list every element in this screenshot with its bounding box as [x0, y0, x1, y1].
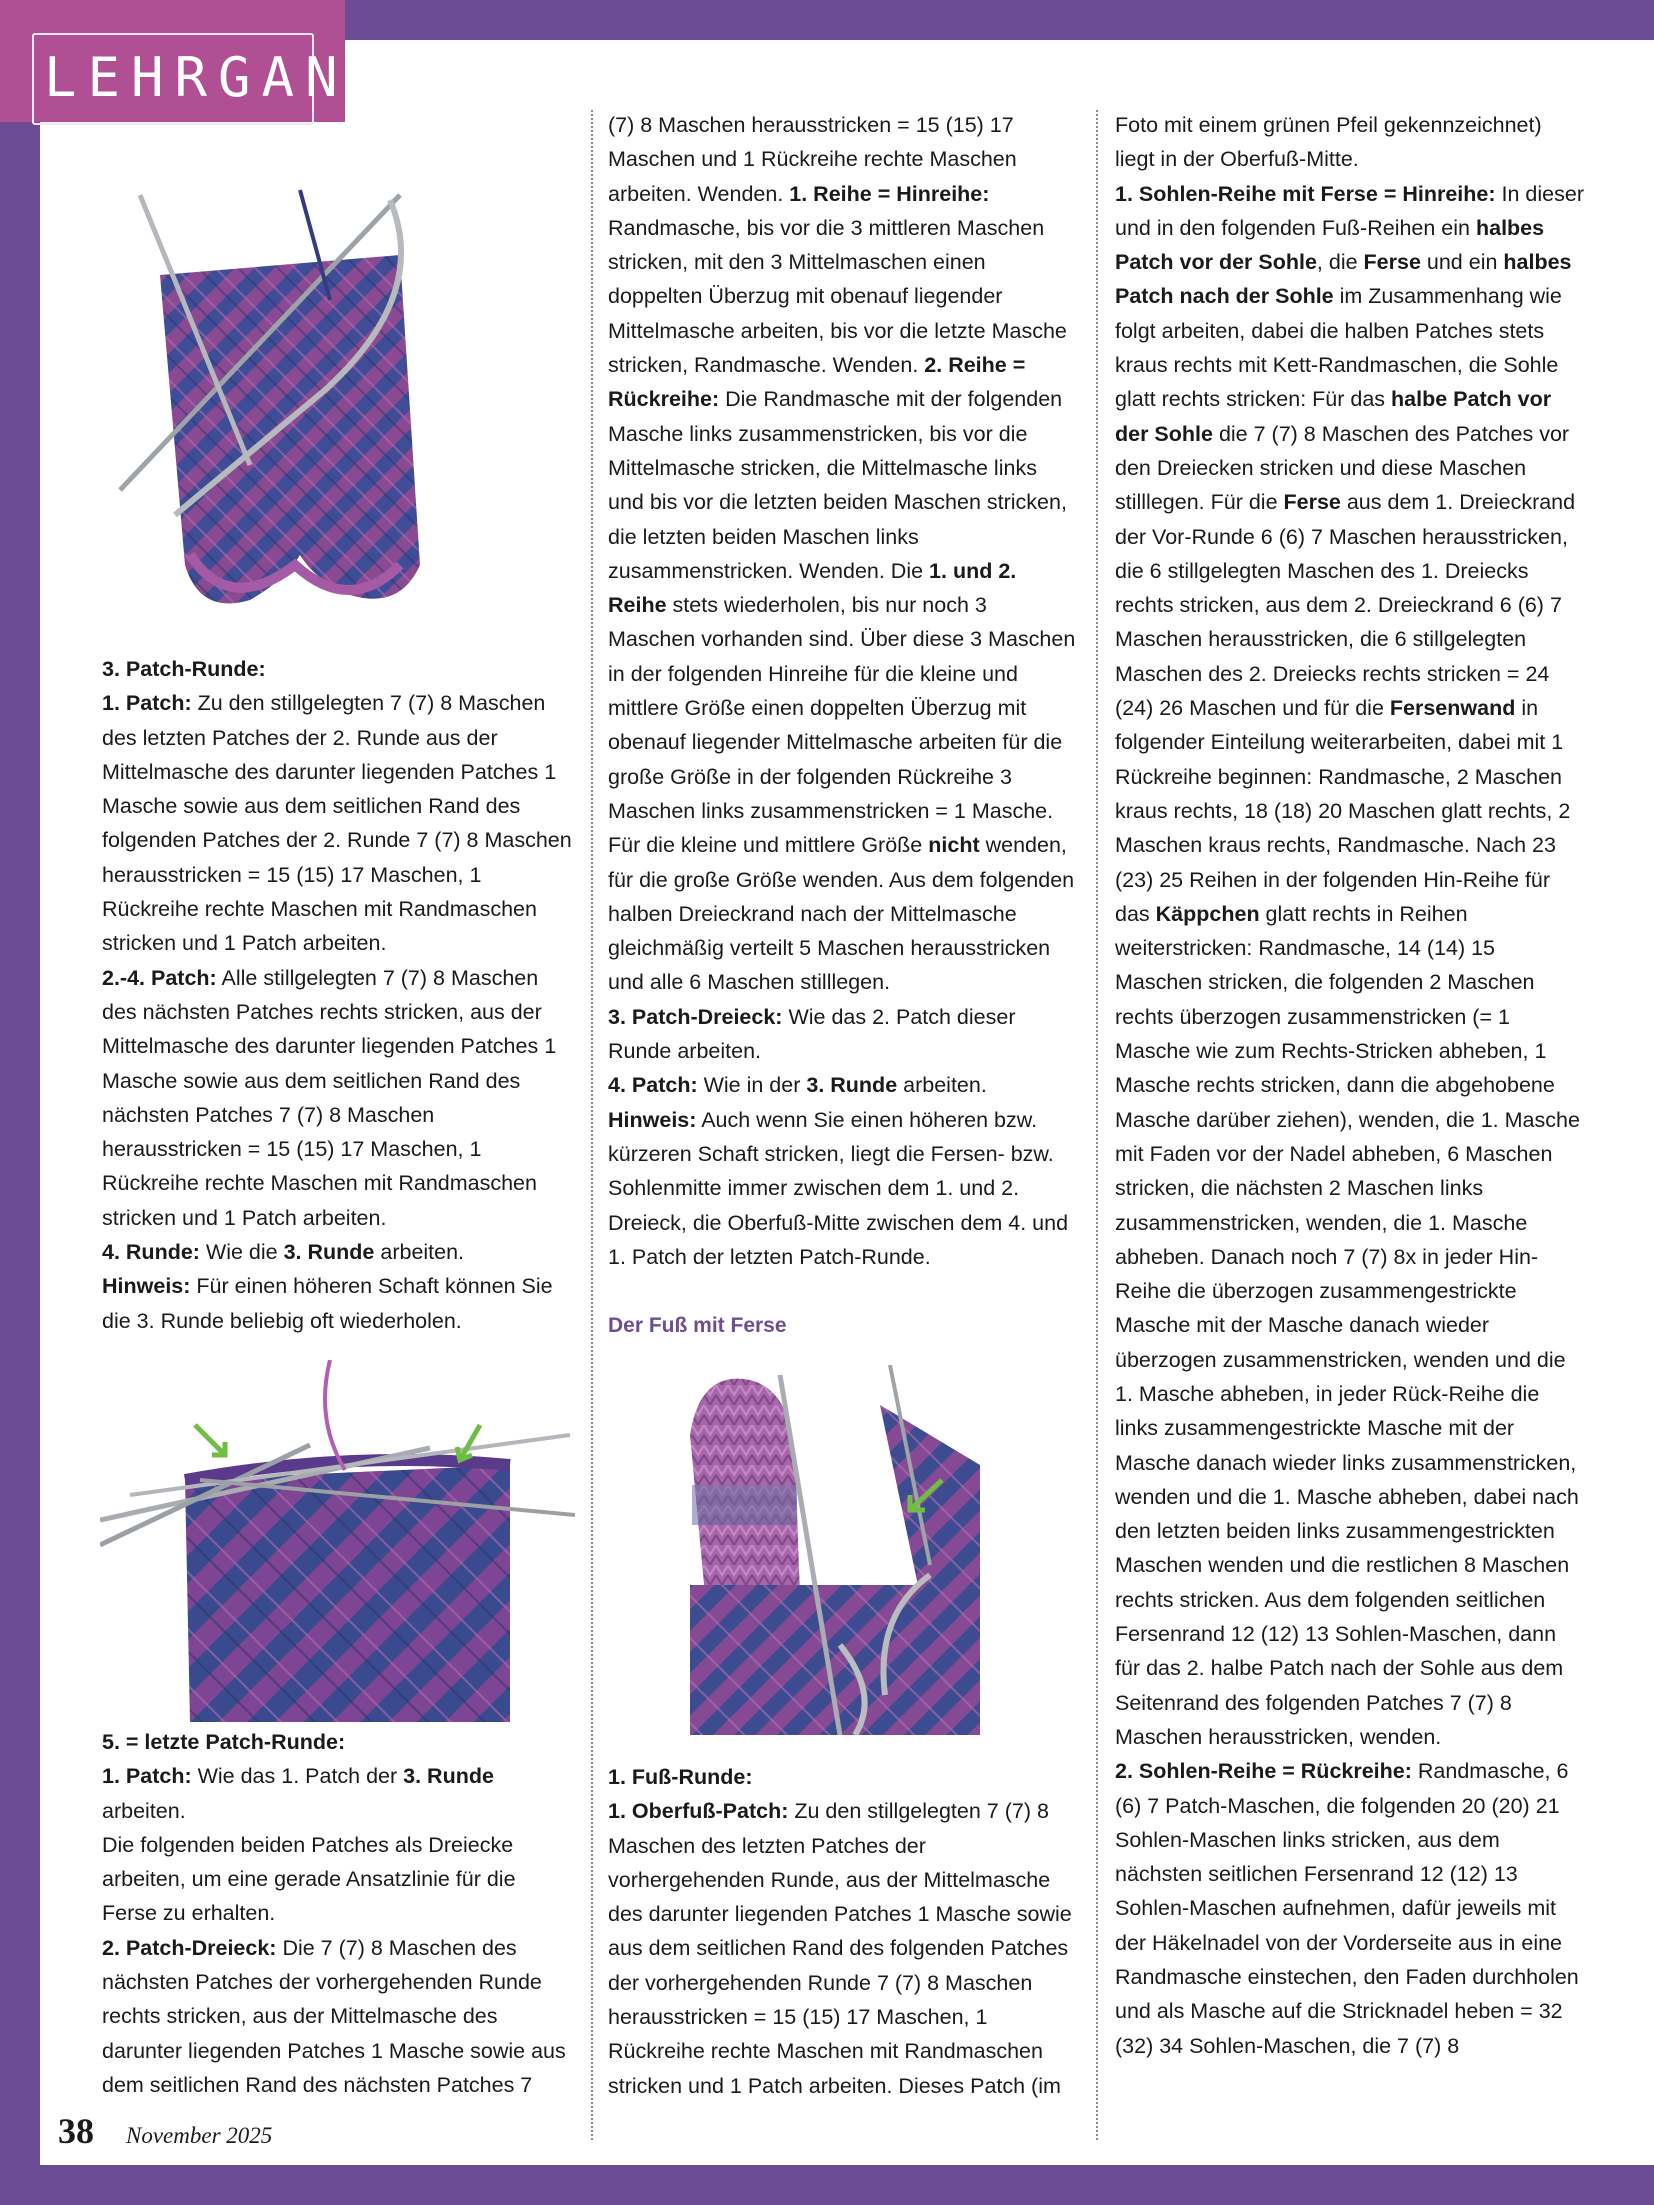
patch-triangle-2: 2. Patch-Dreieck: Die 7 (7) 8 Maschen des nächsten Patches der vorhergehenden Runde rechts stricken, aus der Mittelmasche des darunter liegenden Patches 1 Masche sowie aus dem seitlichen Rand des nächsten Patches 7 — [102, 1935, 566, 2097]
column-divider-1 — [591, 110, 593, 2140]
hint-1: Hinweis: Für einen höheren Schaft können Sie die 3. Runde beliebig oft wiederholen. — [102, 1274, 553, 1333]
foot-round-1-heading: 1. Fuß-Runde: — [608, 1765, 753, 1789]
round-3-patch-2-4: 2.-4. Patch: Alle stillgelegten 7 (7) 8 Maschen des nächsten Patches rechts stricken, aus der Mittelmasche des darunter liegenden Patches 1 Masche sowie aus dem seitlichen Rand des nächsten Patches 7 (7) 8 Maschen herausstricken = 15 (15) 17 Maschen, 1 Rückreihe rechte Maschen mit Randmaschen stricken und 1 Patch arbeiten. — [102, 965, 557, 1230]
triangle-rows: (7) 8 Maschen herausstricken = 15 (15) 17 Maschen und 1 Rückreihe rechte Maschen arbeiten. Wenden. 1. Reihe = Hinreihe: Randmasche, bis vor die 3 mittleren Maschen stricken, mit den 3 Mittelmaschen einen doppelten Überzug mit obenauf liegender Mittelmasche arbeiten, bis vor die letzte Masche stricken, Randmasche. Wenden. 2. Reihe = Rückreihe: Die Randmasche mit der folgenden Masche links zusammenstricken, bis vor die Mittelmasche stricken, die Mittelmasche links und bis vor die letzten beiden Maschen stricken, die letzten beiden Maschen links zusammenstricken. Wenden. Die 1. und 2. Reihe stets wiederholen, bis nur noch 3 Maschen vorhanden sind. Über diese 3 Maschen in der folgenden Hinreihe für die kleine und mittlere Größe einen doppelten Überzug mit obenauf liegender Mittelmasche arbeiten für die große Größe in der folgenden Rückreihe 3 Maschen links zusammenstricken = 1 Masche. Für die kleine und mittlere Größe nicht wenden, für die große Größe wenden. Aus dem folgenden halben Dreieckrand nach der Mittelmasche gleichmäßig verteilt 5 Maschen herausstricken und alle 6 Maschen stilllegen. — [608, 113, 1076, 995]
round-5-heading: 5. = letzte Patch-Runde: — [102, 1730, 346, 1754]
photo-foot-heel — [680, 1365, 990, 1735]
text-column-3 — [1115, 108, 1585, 2063]
page-number: 38 — [58, 2111, 94, 2151]
round-5-patch-1: 1. Patch: Wie das 1. Patch der 3. Runde arbeiten. — [102, 1764, 494, 1823]
foot-subheading: Der Fuß mit Ferse — [608, 1314, 787, 1338]
sole-row-1: 1. Sohlen-Reihe mit Ferse = Hinreihe: In dieser und in den folgenden Fuß-Reihen ein halbes Patch vor der Sohle, die Ferse und ein halbes Patch nach der Sohle im Zusammenhang wie folgt arbeiten, dabei die halben Patches stets kraus rechts mit Kett-Randmaschen, die Sohle glatt rechts stricken: Für das halbe Patch vor der Sohle die 7 (7) 8 Maschen des Patches vor den Dreiecken stricken und diese Maschen stilllegen. Für die Ferse aus dem 1. Dreieckrand der Vor-Runde 6 (6) 7 Maschen herausstricken, die 6 stillgelegten Maschen des 1. Dreiecks rechts stricken, aus dem 2. Dreieckrand 6 (6) 7 Maschen herausstricken, die 6 stillgelegten Maschen des 2. Dreiecks rechts stricken = 24 (24) 26 Maschen und für die Fersenwand in folgender Einteilung weiterarbeiten, dabei mit 1 Rückreihe beginnen: Randmasche, 2 Maschen kraus rechts, 18 (18) 20 Maschen glatt rechts, 2 Maschen kraus rechts, Randmasche. Nach 23 (23) 25 Reihen in der folgenden Hin-Reihe für das Käppchen glatt rechts in Reihen weiterstricken: Randmasche, 14 (14) 15 Maschen stricken, die folgenden 2 Maschen rechts überzogen zusammenstricken (= 1 Masche wie zum Rechts-Stricken abheben, 1 Masche rechts stricken, dann die abgehobene Masche darüber ziehen), wenden, die 1. Masche mit Faden vor der Nadel abheben, 6 Maschen stricken, die nächsten 2 Maschen links zusammenstricken, wenden, die 1. Masche abheben. Danach noch 7 (7) 8x in jeder Hin-Reihe die überzogen zusammengestrickte Masche mit der Masche danach wieder überzogen zusammenstricken, wenden und die 1. Masche abheben, in jeder Rück-Reihe die links zusammengestrickte Masche mit der Masche danach wieder links zusammenstricken, wenden und die 1. Masche abheben, dabei nach den letzten beiden links zusammengestrickten Maschen wenden und die restlichen 8 Maschen rechts stricken. Aus dem folgenden seitlichen Fersenrand 12 (12) 13 Sohlen-Maschen, dann für das 2. halbe Patch nach der Sohle aus dem Seitenrand des folgenden Patches 7 (7) 8 Maschen herausstricken, wenden. — [1115, 181, 1584, 1749]
text-column-1-lower — [102, 1725, 572, 2102]
patch-triangle-3: 3. Patch-Dreieck: Wie das 2. Patch dieser Runde arbeiten. — [608, 1004, 1016, 1064]
text-column-2-lower — [608, 1760, 1078, 2103]
round-4: 4. Runde: Wie die 3. Runde arbeiten. — [102, 1240, 465, 1265]
photo-patch-round — [100, 1360, 575, 1722]
issue-date: November 2025 — [126, 2123, 273, 2148]
round-5-triangles-note: Die folgenden beiden Patches als Dreiecke arbeiten, um eine gerade Ansatzlinie für die Ferse zu erhalten. — [102, 1832, 516, 1926]
section-tag-label: LEHRGANG — [44, 46, 393, 109]
page-footer — [58, 2110, 272, 2152]
text-column-2 — [608, 108, 1078, 1343]
sole-row-2: 2. Sohlen-Reihe = Rückreihe: Randmasche, 6 (6) 7 Patch-Maschen, die folgenden 20 (20) 21 Sohlen-Maschen links stricken, aus dem nächsten seitlichen Fersenrand 12 (12) 13 Sohlen-Maschen aufnehmen, dafür jeweils mit der Häkelnadel von der Vorderseite aus in eine Randmasche einstechen, den Faden durchholen und als Masche auf die Stricknadel heben = 32 (32) 34 Sohlen-Maschen, die 7 (7) 8 — [1115, 1759, 1579, 2058]
column-divider-2 — [1096, 110, 1098, 2140]
round-3-patch-1: 1. Patch: Zu den stillgelegten 7 (7) 8 Maschen des letzten Patches der 2. Runde aus der Mittelmasche des darunter liegenden Patches 1 Masche sowie aus dem seitlichen Rand des folgenden Patches der 2. Runde 7 (7) 8 Maschen herausstricken = 15 (15) 17 Maschen, 1 Rückreihe rechte Maschen mit Randmaschen stricken und 1 Patch arbeiten. — [102, 691, 572, 956]
photo-patch-knitting — [100, 185, 460, 635]
round-3-heading: 3. Patch-Runde: — [102, 657, 266, 681]
text-column-1 — [102, 652, 572, 1338]
instep-patch-1: 1. Oberfuß-Patch: Zu den stillgelegten 7 (7) 8 Maschen des letzten Patches der vorhergehenden Runde, aus der Mittelmasche des darunter liegenden Patches 1 Masche sowie aus dem seitlichen Rand des folgenden Patches der vorhergehenden Runde 7 (7) 8 Maschen herausstricken = 15 (15) 17 Maschen, 1 Rückreihe rechte Maschen mit Randmaschen stricken und 1 Patch arbeiten. Dieses Patch (im — [608, 1799, 1072, 2098]
instep-center-note: Foto mit einem grünen Pfeil gekennzeichnet) liegt in der Oberfuß-Mitte. — [1115, 113, 1542, 172]
round-5-patch-4: 4. Patch: Wie in der 3. Runde arbeiten. — [608, 1073, 987, 1098]
hint-2: Hinweis: Auch wenn Sie einen höheren bzw. kürzeren Schaft stricken, liegt die Fersen- bzw. Sohlenmitte immer zwischen dem 1. und 2. Dreieck, die Oberfuß-Mitte zwischen dem 4. und 1. Patch der letzten Patch-Runde. — [608, 1107, 1069, 1269]
section-tag — [0, 0, 393, 122]
